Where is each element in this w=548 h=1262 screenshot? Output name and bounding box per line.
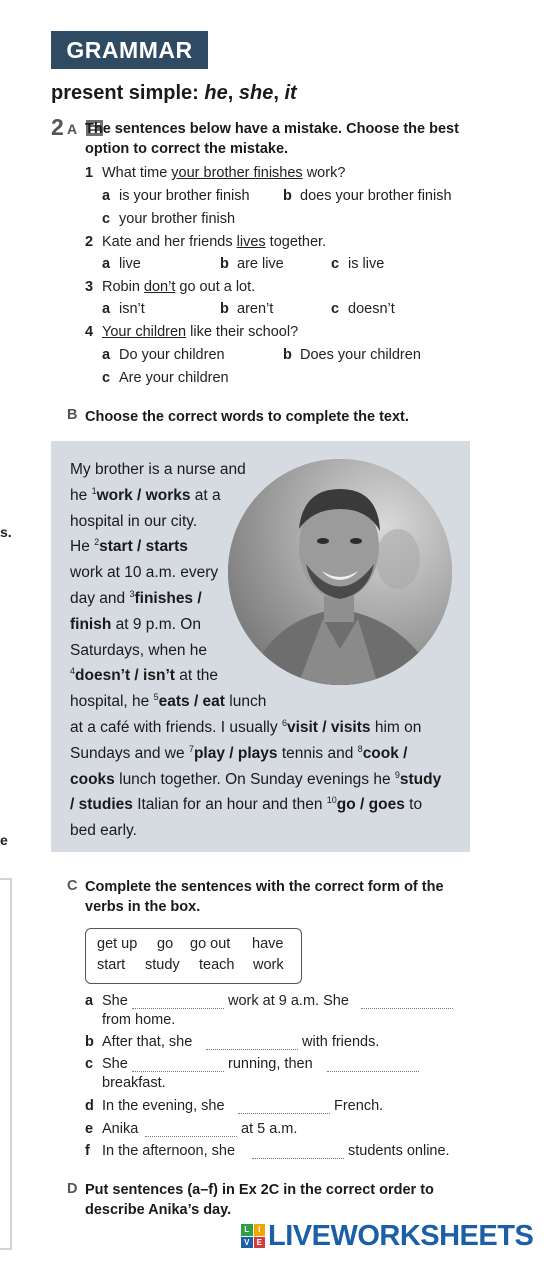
option-text: Do your children [119, 347, 225, 363]
answer-blank[interactable] [132, 1008, 224, 1009]
sentence-c-end: breakfast. [102, 1075, 166, 1091]
option-4a[interactable] [102, 347, 225, 363]
reading-text-line [70, 589, 202, 609]
sentence-letter: f [85, 1143, 90, 1159]
word-choice[interactable]: study [399, 770, 442, 788]
gap-number: 6 [281, 717, 287, 728]
reading-text-line [70, 512, 197, 532]
text-segment: hospital, he [70, 693, 154, 711]
text-segment: day and [70, 590, 130, 607]
option-3c[interactable] [331, 301, 395, 317]
text-segment: My brother is a nurse and [70, 461, 246, 478]
word-choice[interactable]: cook / [362, 744, 408, 762]
question-mistake: your brother finishes [171, 165, 303, 181]
grammar-banner [51, 31, 208, 69]
exercise-a-instruction: The sentences below have a mistake. Choose the best option to correct the mistake. [85, 121, 459, 157]
option-4b[interactable] [283, 347, 421, 363]
answer-blank[interactable] [361, 1008, 453, 1009]
sentence-c-start: She [102, 1056, 128, 1072]
logo-grid-letter: I [254, 1224, 266, 1236]
option-letter: c [102, 370, 111, 386]
text-segment: bed early. [70, 822, 137, 840]
option-letter: c [331, 301, 340, 317]
exercise-letter-c: C [67, 878, 78, 894]
gap-number: 10 [326, 795, 337, 806]
word-choice[interactable]: start / starts [99, 538, 188, 556]
sentence-f-end: students online. [348, 1143, 450, 1159]
gap-number: 2 [94, 537, 100, 548]
text-segment: work at 10 a.m. every [70, 564, 219, 582]
word-choice[interactable]: work / works [96, 486, 191, 504]
option-text: does your brother finish [300, 188, 452, 204]
word-box-item: go [157, 936, 174, 952]
exercise-number: 2 [51, 114, 64, 140]
option-letter: c [102, 211, 111, 227]
question-2 [85, 234, 326, 250]
option-letter: a [102, 188, 111, 204]
option-letter: b [283, 347, 292, 363]
answer-blank[interactable] [206, 1049, 298, 1050]
question-text: together. [265, 234, 327, 250]
logo-grid-letter: L [241, 1224, 253, 1236]
question-text: work? [302, 165, 346, 181]
smiling-man-photo [228, 459, 452, 685]
word-box-item: get up [97, 936, 138, 952]
word-box-item: study [145, 957, 180, 973]
question-3 [85, 279, 255, 295]
word-choice[interactable]: finish [70, 615, 112, 633]
word-choice[interactable]: cooks [70, 770, 115, 788]
option-1b[interactable] [283, 188, 452, 204]
gap-number: 4 [70, 666, 76, 677]
sentence-letter: c [85, 1056, 94, 1072]
answer-blank[interactable] [238, 1113, 330, 1114]
reading-text-line [70, 666, 218, 686]
reading-text-line [70, 615, 201, 635]
option-1c[interactable] [102, 211, 235, 227]
question-number: 4 [85, 324, 94, 340]
option-text: doesn’t [348, 301, 395, 317]
sentence-f-start: In the afternoon, she [102, 1143, 236, 1159]
word-box-item: teach [199, 957, 235, 973]
reading-text-line [70, 692, 266, 712]
question-text: like their school? [186, 324, 299, 340]
exercise-b-instruction: Choose the correct words to complete the text. [85, 409, 409, 425]
option-text: is your brother finish [119, 188, 250, 204]
reading-text-line [70, 537, 188, 557]
sentence-d-end: French. [334, 1098, 384, 1114]
answer-blank[interactable] [132, 1071, 224, 1072]
text-segment: Saturdays, when he [70, 641, 208, 659]
gap-number: 7 [188, 743, 194, 754]
text-segment: hospital in our city. [70, 512, 198, 530]
subtitle-sep: , [273, 82, 285, 104]
subtitle-he: he [204, 82, 228, 104]
text-segment: Sundays and we [70, 744, 189, 762]
sentence-letter: d [85, 1098, 94, 1114]
text-segment: him on [370, 719, 422, 736]
sentence-a-middle: work at 9 a.m. She [228, 993, 349, 1009]
word-choice[interactable]: doesn’t / isn’t [75, 667, 175, 685]
subtitle-prefix: present simple: [51, 82, 205, 104]
text-segment: lunch together. On Sunday evenings he [114, 770, 395, 788]
question-text: Robin [102, 279, 144, 295]
subtitle-she: she [238, 82, 274, 104]
reading-text-line [70, 718, 421, 738]
banner-text: GRAMMAR [66, 36, 193, 63]
option-letter: a [102, 347, 111, 363]
word-choice[interactable]: play / plays [193, 744, 278, 762]
sentence-a-end: from home. [102, 1012, 176, 1028]
option-2a[interactable] [102, 256, 141, 272]
exercise-letter-a: A [67, 121, 78, 137]
text-segment: at a café with friends. I usually [70, 719, 282, 736]
reading-text-line [70, 795, 422, 815]
gap-number: 9 [394, 769, 400, 780]
option-4c[interactable] [102, 370, 229, 386]
exercise-letter-b: B [67, 407, 78, 423]
question-number: 3 [85, 279, 94, 295]
page-subtitle [51, 82, 297, 105]
sentence-letter: a [85, 993, 94, 1009]
text-segment: at 9 p.m. On [111, 615, 201, 633]
subtitle-it: it [284, 82, 297, 104]
question-text: Kate and her friends [102, 234, 237, 250]
text-segment: Italian for an hour and then [132, 796, 327, 814]
reading-text-line [70, 563, 218, 583]
option-letter: b [283, 188, 292, 204]
reading-text-line [70, 821, 137, 841]
portrait-illustration [228, 459, 452, 685]
answer-blank[interactable] [145, 1136, 237, 1137]
option-text: live [119, 256, 141, 272]
sentence-letter: b [85, 1034, 94, 1050]
text-segment: lunch [224, 693, 267, 711]
question-number: 2 [85, 234, 94, 250]
text-segment: to [404, 796, 423, 814]
answer-blank[interactable] [327, 1071, 419, 1072]
option-text: Are your children [119, 370, 229, 386]
sentence-b-end: with friends. [302, 1034, 380, 1050]
gap-number: 5 [153, 692, 159, 703]
text-segment: at a [190, 486, 221, 504]
option-2c[interactable] [331, 256, 384, 272]
option-1a[interactable] [102, 188, 250, 204]
word-choice[interactable]: eats / eat [158, 693, 225, 711]
option-letter: a [102, 301, 111, 317]
option-text: is live [348, 256, 385, 272]
subtitle-sep: , [227, 82, 239, 104]
option-letter: b [220, 301, 229, 317]
word-box [85, 928, 302, 984]
word-box-item: go out [190, 936, 231, 952]
reading-text-line [70, 744, 407, 764]
option-text: Does your children [300, 347, 421, 363]
reading-text-line [70, 486, 221, 506]
text-segment: he [70, 486, 92, 504]
option-2b[interactable] [220, 256, 284, 272]
option-text: your brother finish [119, 211, 236, 227]
exercise-d-instruction: Put sentences (a–f) in Ex 2C in the correct order to describe Anika’s day. [85, 1182, 434, 1218]
answer-blank[interactable] [252, 1158, 344, 1159]
question-text: What time [102, 165, 172, 181]
gap-number: 1 [91, 485, 97, 496]
exercise-c-instruction: Complete the sentences with the correct form of the verbs in the box. [85, 879, 444, 915]
question-number: 1 [85, 165, 94, 181]
side-panel-edge [0, 878, 12, 1250]
sentence-e-start: Anika [102, 1121, 139, 1137]
edge-fragment: e [0, 832, 8, 848]
sentence-c-middle: running, then [228, 1056, 313, 1072]
question-text: go out a lot. [175, 279, 256, 295]
exercise-letter-d: D [67, 1181, 78, 1197]
option-text: aren’t [237, 301, 274, 317]
option-3a[interactable] [102, 301, 145, 317]
option-text: are live [237, 256, 284, 272]
liveworksheets-logo[interactable] [241, 1221, 533, 1251]
option-letter: b [220, 256, 229, 272]
word-box-item: have [252, 936, 284, 952]
sentence-d-start: In the evening, she [102, 1098, 225, 1114]
option-3b[interactable] [220, 301, 273, 317]
gap-number: 3 [129, 588, 135, 599]
logo-text: LIVEWORKSHEETS [268, 1219, 534, 1252]
word-choice[interactable]: / studies [70, 796, 133, 814]
edge-fragment: s. [0, 524, 12, 540]
word-box-item: start [97, 957, 126, 973]
text-segment: He [70, 538, 95, 556]
option-text: isn’t [119, 301, 145, 317]
word-choice[interactable]: go / goes [336, 796, 405, 814]
reading-text-line [70, 460, 246, 480]
logo-grid-icon [241, 1224, 265, 1248]
question-1 [85, 165, 345, 181]
sentence-e-end: at 5 a.m. [241, 1121, 298, 1137]
question-mistake: don’t [143, 279, 176, 295]
text-segment: tennis and [277, 744, 358, 762]
word-box-item: work [253, 957, 284, 973]
question-4 [85, 324, 298, 340]
question-mistake: lives [236, 234, 266, 250]
sentence-a-start: She [102, 993, 128, 1009]
word-choice[interactable]: visit / visits [286, 719, 371, 736]
text-segment: at the [174, 667, 219, 685]
sentence-letter: e [85, 1121, 94, 1137]
word-choice[interactable]: finishes / [134, 590, 202, 607]
logo-grid-letter: E [254, 1237, 266, 1249]
sentence-b-start: After that, she [102, 1034, 193, 1050]
option-letter: c [331, 256, 340, 272]
reading-text-line [70, 641, 207, 661]
reading-text-line [70, 770, 441, 790]
logo-grid-letter: V [241, 1237, 253, 1249]
option-letter: a [102, 256, 111, 272]
question-mistake: Your children [102, 324, 187, 340]
gap-number: 8 [357, 743, 363, 754]
